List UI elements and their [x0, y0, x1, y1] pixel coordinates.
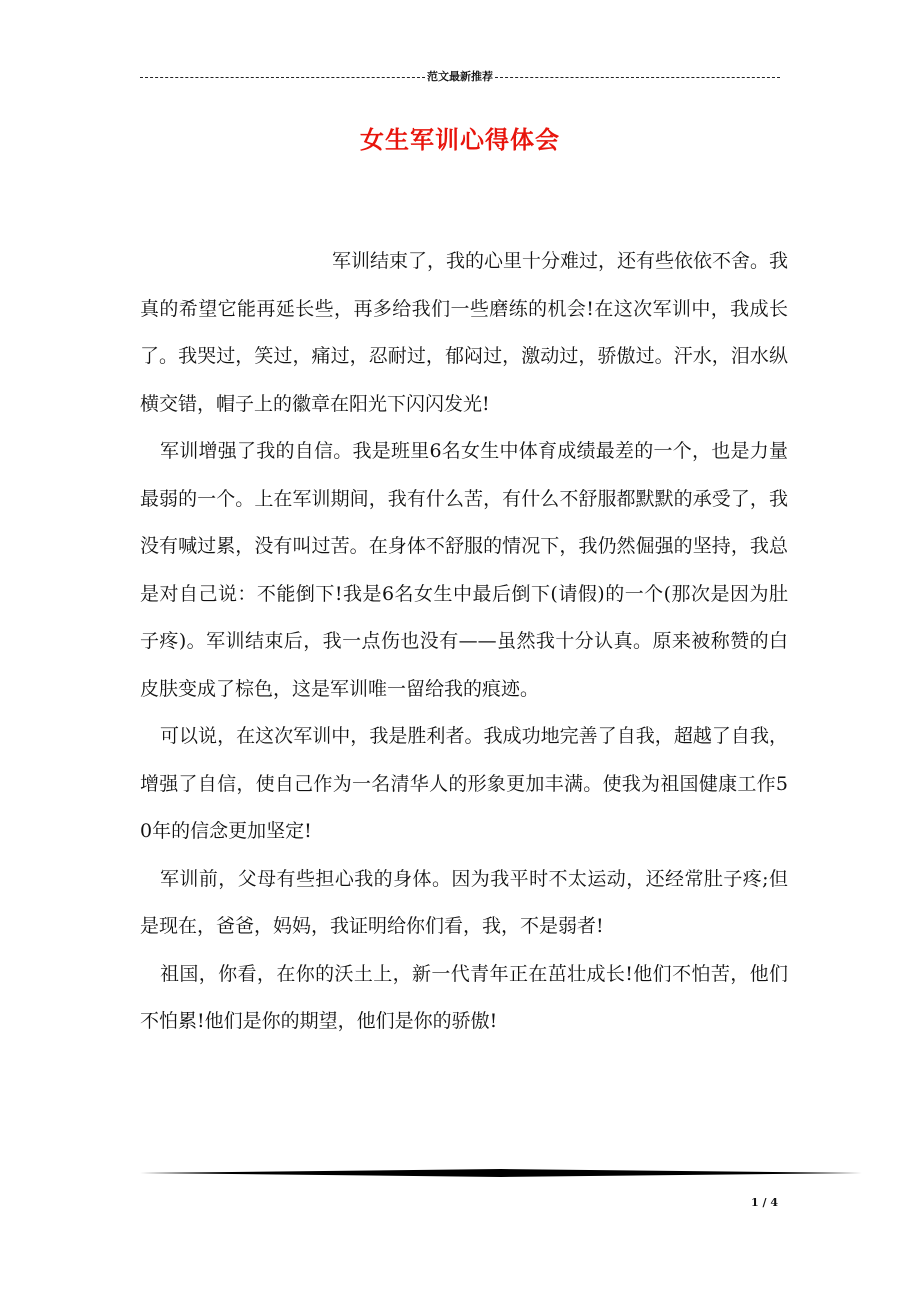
paragraph-5: 祖国，你看，在你的沃土上，新一代青年正在茁壮成长!他们不怕苦，他们不怕累!他们是你的期望，他们是你的骄傲!	[140, 962, 788, 1032]
paragraph-3: 可以说，在这次军训中，我是胜利者。我成功地完善了自我，超越了自我，增强了自信，使自己作为一名清华人的形象更加丰满。使我为祖国健康工作50年的信念更加坚定!	[140, 725, 788, 842]
page-number: 1 / 4	[751, 1196, 778, 1209]
header-dash-right	[495, 77, 780, 78]
document-body	[140, 238, 788, 1046]
paragraph-4: 军训前，父母有些担心我的身体。因为我平时不太运动，还经常肚子疼;但是现在，爸爸，妈妈，我证明给你们看，我，不是弱者!	[140, 867, 788, 937]
header-dash-left	[140, 77, 425, 78]
footer-rule	[140, 1168, 862, 1178]
header-label: 范文最新推荐	[427, 70, 493, 83]
document-title: 女生军训心得体会	[360, 126, 560, 154]
paragraph-2: 军训增强了我的自信。我是班里6名女生中体育成绩最差的一个，也是力量最弱的一个。上在军训期间，我有什么苦，有什么不舒服都默默的承受了，我没有喊过累，没有叫过苦。在身体不舒服的情况下，我仍然倔强的坚持，我总是对自己说：不能倒下!我是6名女生中最后倒下(请假)的一个(那次是因为肚子疼)。军训结束后，我一点伤也没有——虽然我十分认真。原来被称赞的白皮肤变成了棕色，这是军训唯一留给我的痕迹。	[140, 440, 788, 700]
page-header	[140, 68, 780, 86]
paragraph-1: 军训结束了，我的心里十分难过，还有些依依不舍。我真的希望它能再延长些，再多给我们一些磨练的机会!在这次军训中，我成长了。我哭过，笑过，痛过，忍耐过，郁闷过，激动过，骄傲过。汗水，泪水纵横交错，帽子上的徽章在阳光下闪闪发光!	[140, 250, 789, 415]
